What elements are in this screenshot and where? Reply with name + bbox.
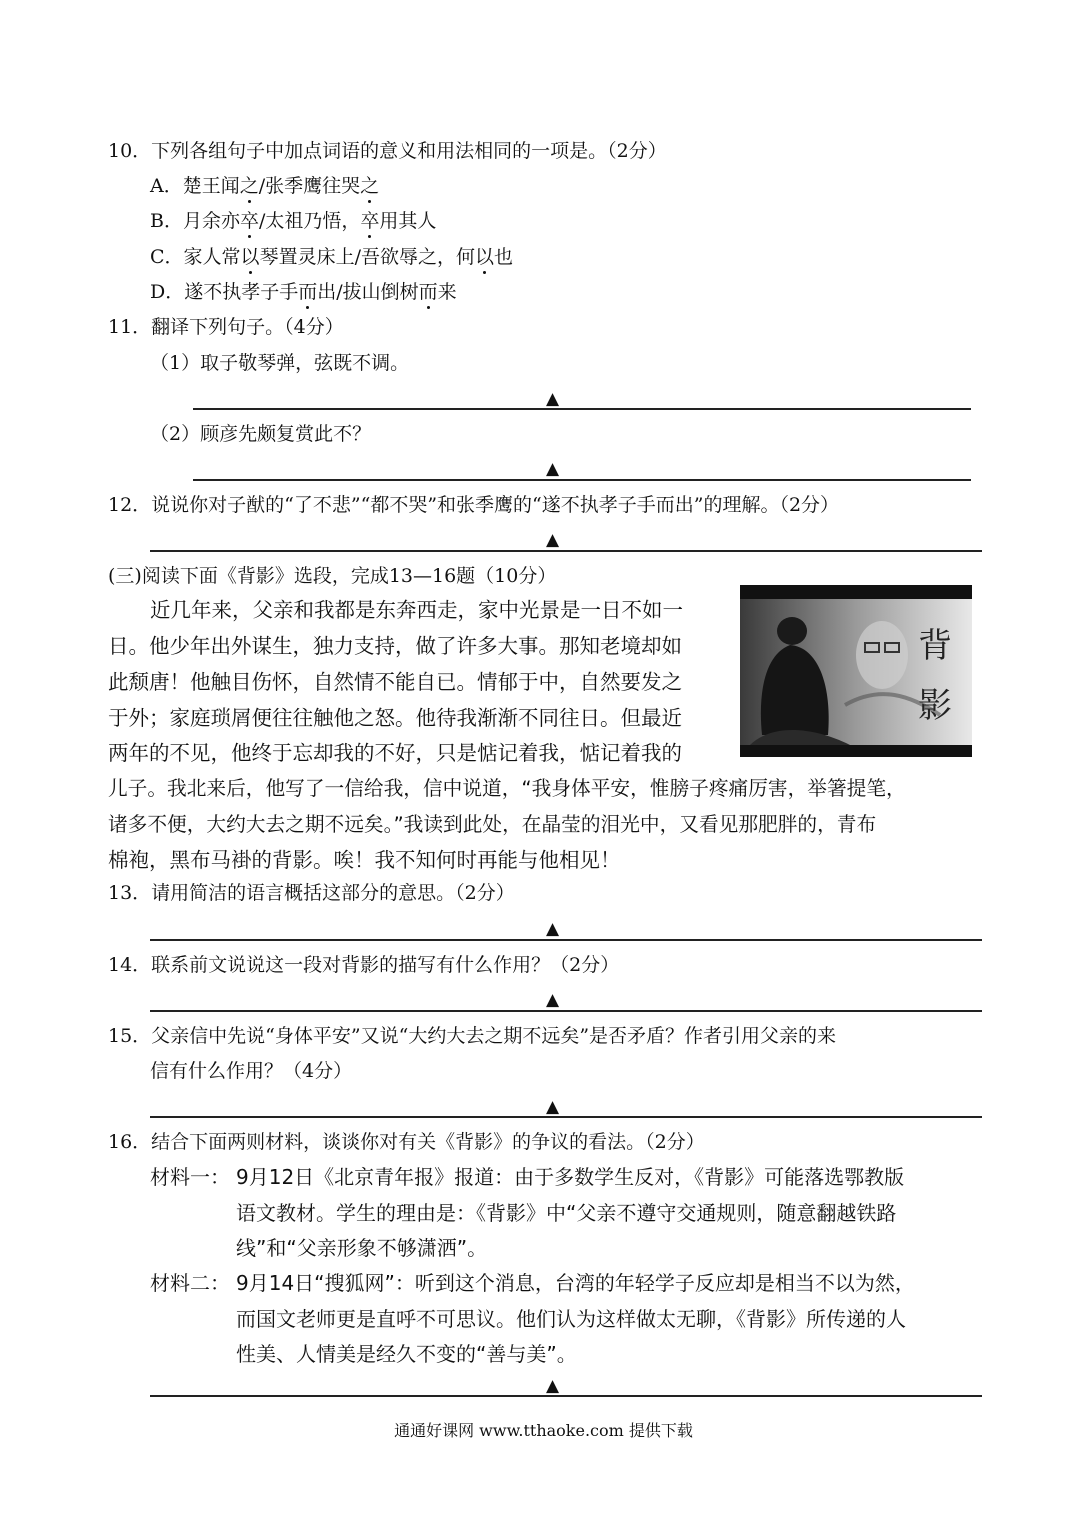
answer-line[interactable]	[150, 1010, 982, 1012]
answer-triangle: ▲	[546, 530, 560, 550]
question-10-stem: 10．下列各组句子中加点词语的意义和用法相同的一项是。（2分）	[108, 140, 667, 162]
material-2-line: 9月14日“搜狐网”：听到这个消息，台湾的年轻学子反应却是相当不以为然，	[236, 1271, 915, 1295]
dotted-word: 而	[298, 281, 318, 303]
question-13-stem: 13．请用简洁的语言概括这部分的意思。（2分）	[108, 882, 515, 904]
option-b: B．月余亦卒/太祖乃悟，卒用其人	[150, 210, 437, 232]
question-15-line-1: 15．父亲信中先说“身体平安”又说“大约大去之期不远矣”是否矛盾？作者引用父亲的来	[108, 1025, 837, 1047]
option-c: C．家人常以琴置灵床上/吾欲辱之，何以也	[150, 246, 513, 268]
section-3-heading: (三)阅读下面《背影》选段，完成13—16题（10分）	[108, 565, 557, 587]
question-14-stem: 14．联系前文说说这一段对背影的描写有什么作用？（2分）	[108, 954, 620, 976]
passage-line: 两年的不见，他终于忘却我的不好，只是惦记着我，惦记着我的	[108, 741, 682, 765]
material-1-line: 9月12日《北京青年报》报道：由于多数学生反对，《背影》可能落选鄂教版	[236, 1165, 905, 1189]
answer-line[interactable]	[150, 550, 982, 552]
silhouette-image	[740, 585, 972, 757]
material-2-label: 材料二：	[150, 1271, 230, 1295]
answer-line[interactable]	[150, 1116, 982, 1118]
material-1-line: 语文教材。学生的理由是：《背影》中“父亲不遵守交通规则，随意翻越铁路	[236, 1201, 897, 1225]
dotted-word: 卒	[360, 210, 380, 232]
page-footer: 通通好课网 www.tthaoke.com 提供下载	[394, 1421, 693, 1440]
answer-line[interactable]	[150, 939, 982, 941]
passage-line: 诸多不便，大约大去之期不远矣。”我读到此处，在晶莹的泪光中，又看见那肥胖的，青布	[108, 813, 877, 836]
passage-line: 近几年来，父亲和我都是东奔西走，家中光景是一日不如一	[150, 598, 683, 622]
question-11-sentence-1: （1）取子敬琴弹，弦既不调。	[150, 352, 410, 374]
answer-line[interactable]	[150, 1395, 982, 1397]
answer-line[interactable]	[193, 408, 971, 410]
passage-line: 棉袍，黑布马褂的背影。唉！我不知何时再能与他相见！	[108, 848, 621, 872]
passage-line: 日。他少年出外谋生，独力支持，做了许多大事。那知老境却如	[108, 634, 682, 658]
answer-triangle: ▲	[546, 990, 560, 1010]
question-11-stem: 11．翻译下列句子。（4分）	[108, 316, 344, 338]
question-11-sentence-2: （2）顾彦先颇复赏此不？	[150, 423, 372, 445]
beiying-illustration	[740, 585, 972, 757]
dotted-word: 以	[474, 246, 494, 268]
image-char-bei: 背	[918, 626, 952, 666]
question-12-stem: 12．说说你对子猷的“了不悲”“都不哭”和张季鹰的“遂不执孝子手而出”的理解。（2分）	[108, 494, 840, 516]
material-1-line: 线”和“父亲形象不够潇洒”。	[236, 1236, 488, 1260]
answer-triangle: ▲	[546, 459, 560, 479]
option-d: D．遂不执孝子手而出/拔山倒树而来	[150, 281, 457, 303]
passage-line: 儿子。我北来后，他写了一信给我，信中说道，“我身体平安，惟膀子疼痛厉害，举箸提笔，	[108, 777, 906, 800]
answer-triangle: ▲	[546, 1097, 560, 1117]
answer-triangle: ▲	[546, 1376, 560, 1396]
question-15-line-2: 信有什么作用？（4分）	[150, 1060, 353, 1082]
dotted-word: 之	[239, 175, 259, 197]
image-char-ying: 影	[918, 686, 952, 726]
question-16-stem: 16．结合下面两则材料，谈谈你对有关《背影》的争议的看法。（2分）	[108, 1131, 705, 1153]
dotted-word: 而	[418, 281, 438, 303]
dotted-word: 卒	[239, 210, 259, 232]
passage-line: 于外；家庭琐屑便往往触他之怒。他待我渐渐不同往日。但最近	[108, 706, 682, 730]
dotted-word: 之	[360, 175, 380, 197]
answer-line[interactable]	[193, 479, 971, 481]
material-2-line: 性美、人情美是经久不变的“善与美”。	[236, 1342, 577, 1366]
passage-line: 此颓唐！他触目伤怀，自然情不能自已。情郁于中，自然要发之	[108, 670, 682, 694]
option-a: A．楚王闻之/张季鹰往哭之	[150, 175, 380, 197]
dotted-word: 以	[240, 246, 260, 268]
answer-triangle: ▲	[546, 389, 560, 409]
material-1-label: 材料一：	[150, 1165, 230, 1189]
answer-triangle: ▲	[546, 919, 560, 939]
material-2-line: 而国文老师更是直呼不可思议。他们认为这样做太无聊，《背影》所传递的人	[236, 1307, 906, 1331]
